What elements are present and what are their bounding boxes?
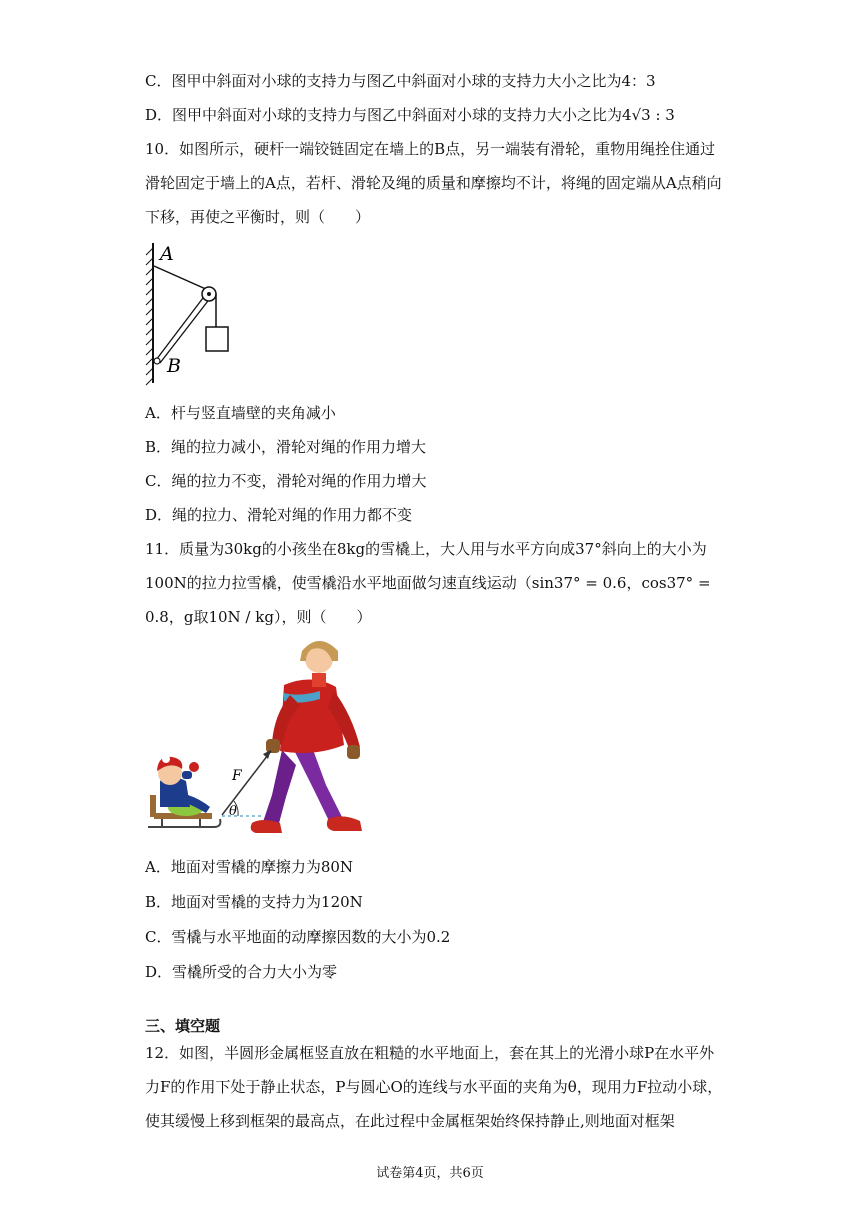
- option-d-prev: D．图甲中斜面对小球的支持力与图乙中斜面对小球的支持力大小之比为4√3 : 3: [145, 106, 675, 124]
- question-10-text: 10．如图所示，硬杆一端铰链固定在墙上的B点，另一端装有滑轮，重物用绳拴住通过滑轮固定于墙上的A点，若杆、滑轮及绳的质量和摩擦均不计，将绳的固定端从A点稍向下移，再使之平衡时，则（ ）: [145, 140, 722, 226]
- q11-option-b: B．地面对雪橇的支持力为120N: [145, 893, 363, 911]
- question-11-text: 11．质量为30kg的小孩坐在8kg的雪橇上，大人用与水平方向成37°斜向上的大小为100N的拉力拉雪橇，使雪橇沿水平地面做匀速直线运动（sin37° = 0.6，cos37° = 0.8，g取10N / kg），则（ ）: [145, 540, 711, 626]
- label-f: F: [232, 768, 242, 784]
- q11-option-a: A．地面对雪橇的摩擦力为80N: [145, 858, 354, 876]
- label-theta: θ: [229, 804, 237, 819]
- q10-option-b: B．绳的拉力减小，滑轮对绳的作用力增大: [145, 438, 427, 456]
- question-12-text: 12．如图，半圆形金属框竖直放在粗糙的水平地面上，套在其上的光滑小球P在水平外力F的作用下处于静止状态，P与圆心O的连线与水平面的夹角为θ，现用力F拉动小球，使其缓慢上移到框架的最高点，在此过程中金属框架始终保持静止,则地面对框架: [145, 1044, 723, 1130]
- q10-option-d: D．绳的拉力、滑轮对绳的作用力都不变: [145, 506, 413, 524]
- pulley-rod-diagram: [140, 238, 240, 388]
- q10-option-c: C．绳的拉力不变，滑轮对绳的作用力增大: [145, 472, 427, 490]
- label-b: B: [167, 355, 181, 377]
- q11-option-d: D．雪橇所受的合力大小为零: [145, 963, 338, 981]
- sled-illustration: [144, 635, 374, 840]
- option-c-prev: C．图甲中斜面对小球的支持力与图乙中斜面对小球的支持力大小之比为4：3: [145, 72, 656, 90]
- section-heading: 三、填空题: [145, 1017, 221, 1035]
- q11-option-c: C．雪橇与水平地面的动摩擦因数的大小为0.2: [145, 928, 451, 946]
- page-footer: 试卷第4页，共6页: [376, 1166, 484, 1181]
- q10-option-a: A．杆与竖直墙壁的夹角减小: [145, 404, 336, 422]
- label-a: A: [160, 243, 174, 265]
